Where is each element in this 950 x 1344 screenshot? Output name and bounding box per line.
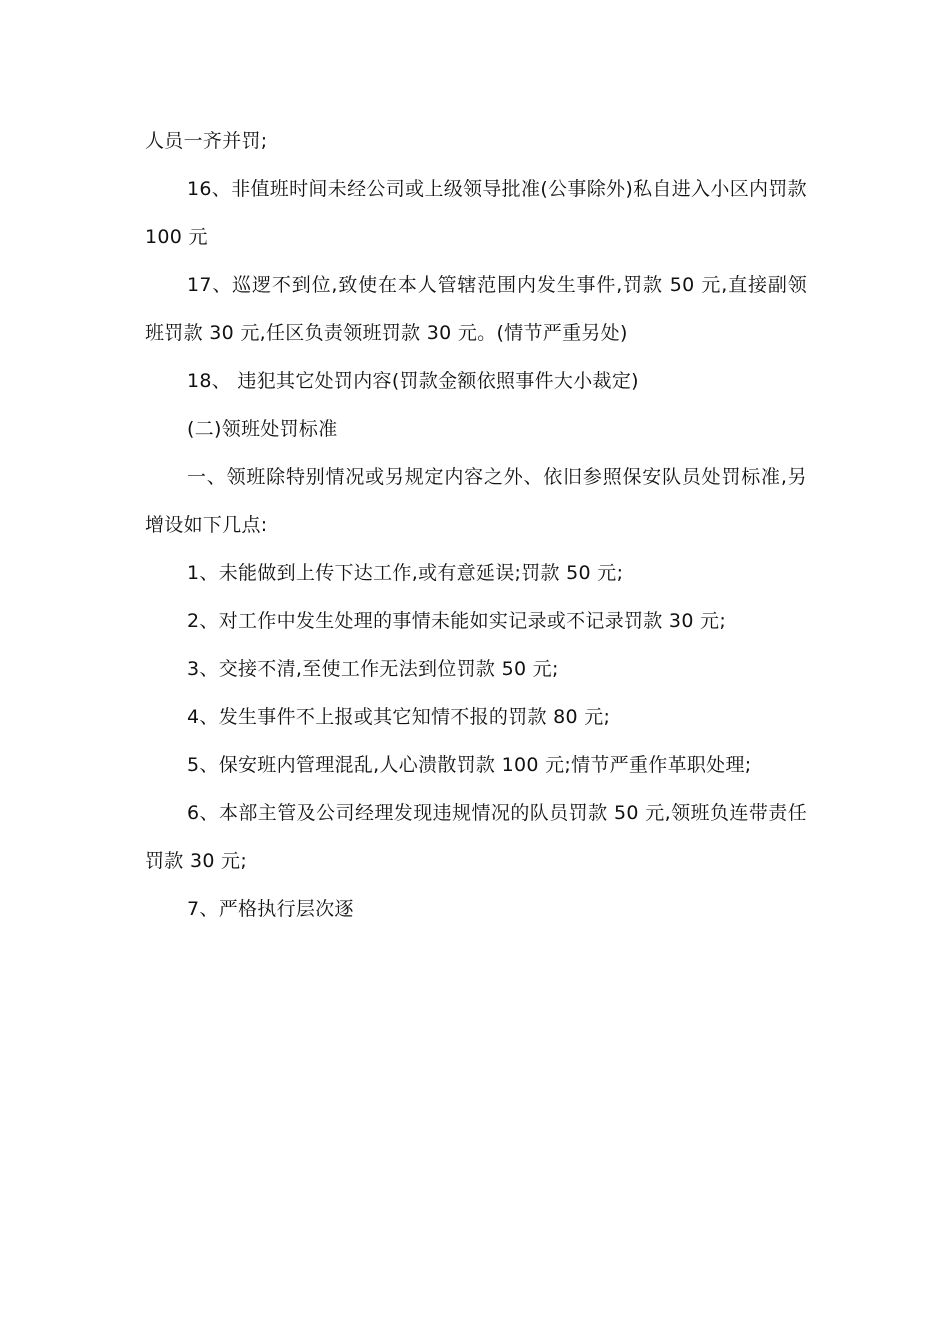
paragraph-leader-item-1: 1、未能做到上传下达工作,或有意延误;罚款 50 元; bbox=[187, 562, 624, 584]
paragraph-leader-item-4: 4、发生事件不上报或其它知情不报的罚款 80 元; bbox=[187, 706, 611, 728]
section-heading-leader-penalties: (二)领班处罚标准 bbox=[187, 418, 338, 440]
paragraph-leader-item-7: 7、严格执行层次逐 bbox=[187, 898, 354, 920]
document-body bbox=[145, 117, 807, 933]
paragraph-item-18: 18、 违犯其它处罚内容(罚款金额依照事件大小裁定) bbox=[187, 370, 639, 392]
paragraph-leader-item-2: 2、对工作中发生处理的事情未能如实记录或不记录罚款 30 元; bbox=[187, 610, 727, 632]
paragraph-item-17: 17、巡逻不到位,致使在本人管辖范围内发生事件,罚款 50 元,直接副领班罚款 30 元,任区负责领班罚款 30 元。(情节严重另处) bbox=[145, 274, 807, 344]
paragraph-item-16: 16、非值班时间未经公司或上级领导批准(公事除外)私自进入小区内罚款 100 元 bbox=[145, 178, 807, 248]
paragraph-leader-intro: 一、领班除特别情况或另规定内容之外、依旧参照保安队员处罚标准,另增设如下几点: bbox=[145, 466, 807, 536]
paragraph-continuation: 人员一齐并罚; bbox=[145, 130, 268, 152]
paragraph-leader-item-5: 5、保安班内管理混乱,人心溃散罚款 100 元;情节严重作革职处理; bbox=[187, 754, 752, 776]
paragraph-leader-item-6: 6、本部主管及公司经理发现违规情况的队员罚款 50 元,领班负连带责任罚款 30 元; bbox=[145, 802, 807, 872]
paragraph-leader-item-3: 3、交接不清,至使工作无法到位罚款 50 元; bbox=[187, 658, 559, 680]
